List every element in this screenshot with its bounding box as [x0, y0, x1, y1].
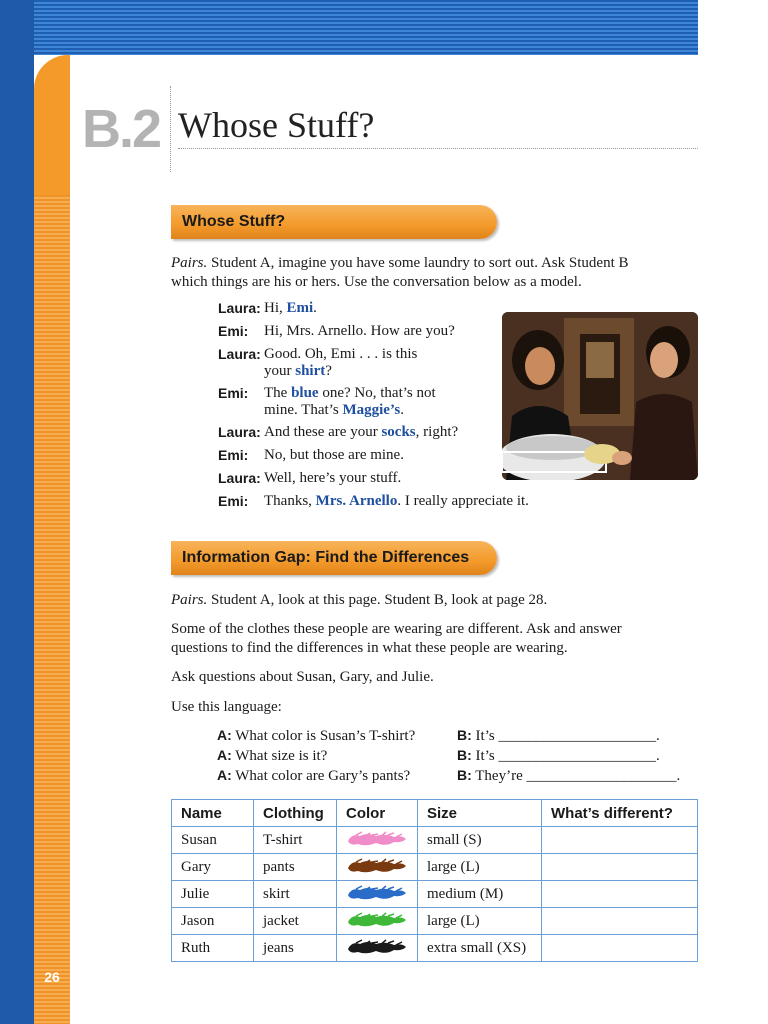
brush-bristle: [388, 941, 394, 943]
cell-color: [337, 908, 418, 935]
left-orange-stripes: [34, 195, 70, 1024]
brush-bristle: [388, 887, 394, 889]
qa-answer: B: It’s _____________________.: [457, 727, 660, 744]
brush-bristle: [388, 860, 394, 862]
color-swatch: [346, 831, 408, 849]
cell-size: small (S): [418, 827, 542, 854]
cell-clothing: T-shirt: [254, 827, 337, 854]
speaker: Emi:: [218, 447, 249, 463]
table-row: [172, 854, 698, 881]
header-whats-different: What’s different?: [542, 800, 698, 827]
speaker: Emi:: [218, 323, 249, 339]
unit-number: B.2: [82, 99, 161, 159]
differences-instruction: Some of the clothes these people are wearing are different. Ask and answer questions to find the differences in what these people are wearing.: [171, 621, 622, 656]
speaker: Emi:: [218, 385, 249, 401]
cell-name: Julie: [172, 881, 254, 908]
header-size: Size: [418, 800, 542, 827]
cell-size: large (L): [418, 854, 542, 881]
left-margin-band: [0, 0, 34, 1024]
speaker: Laura:: [218, 300, 261, 316]
brush-bristle: [356, 886, 362, 889]
cell-color: [337, 881, 418, 908]
cell-size: medium (M): [418, 881, 542, 908]
dialogue-line: And these are your socks, right?: [264, 424, 459, 440]
cell-color: [337, 827, 418, 854]
dialogue-line: Well, here’s your stuff.: [264, 470, 402, 486]
brush-bristle: [356, 913, 362, 916]
table-header-row: [172, 800, 698, 827]
cell-whats-different[interactable]: [542, 908, 698, 935]
intro-text-2: which things are his or hers. Use the conversation below as a model.: [171, 274, 582, 290]
dialogue-line: Hi, Mrs. Arnello. How are you?: [264, 323, 455, 339]
cell-whats-different[interactable]: [542, 854, 698, 881]
dialogue-line: The blue one? No, that’s not mine. That’s Maggie’s.: [264, 385, 436, 418]
color-swatch: [346, 885, 408, 903]
cell-clothing: jacket: [254, 908, 337, 935]
table-row: [172, 935, 698, 962]
dialogue-line: Thanks, Mrs. Arnello. I really appreciate it.: [264, 493, 529, 509]
speaker: Laura:: [218, 424, 261, 440]
qa-row: A: What size is it?: [217, 747, 328, 764]
cell-name: Jason: [172, 908, 254, 935]
brush-bristle: [356, 940, 362, 943]
color-swatch: [346, 939, 408, 957]
brush-bristle: [372, 834, 378, 835]
dialogue-line: Good. Oh, Emi . . . is this your shirt?: [264, 346, 418, 379]
title-rule: [178, 148, 698, 149]
section-heading-information-gap: [171, 541, 497, 575]
header-stripes: [0, 0, 698, 55]
speaker: Laura:: [218, 470, 261, 486]
photo-illustration: [502, 312, 698, 480]
cell-whats-different[interactable]: [542, 881, 698, 908]
section-heading-whose-stuff: [171, 205, 497, 239]
cell-clothing: skirt: [254, 881, 337, 908]
header-clothing: Clothing: [254, 800, 337, 827]
cell-clothing: jeans: [254, 935, 337, 962]
ask-instruction: Ask questions about Susan, Gary, and Julie.: [171, 669, 434, 685]
cell-whats-different[interactable]: [542, 827, 698, 854]
dialogue-line: Hi, Emi.: [264, 300, 317, 316]
intro-text-1: Student A, imagine you have some laundry to sort out. Ask Student B: [207, 255, 629, 271]
section-heading-text: Whose Stuff?: [182, 213, 286, 230]
brush-bristle: [388, 914, 394, 916]
qa-row: A: What color is Susan’s T-shirt?: [217, 727, 416, 744]
speaker: Emi:: [218, 493, 249, 509]
table-row: [172, 908, 698, 935]
clothing-table: [171, 799, 698, 962]
intro-paragraph: [171, 254, 681, 292]
brush-bristle: [356, 859, 362, 862]
table-row: [172, 827, 698, 854]
header-name: Name: [172, 800, 254, 827]
language-instruction: Use this language:: [171, 699, 282, 715]
cell-whats-different[interactable]: [542, 935, 698, 962]
brush-bristle: [372, 861, 378, 862]
cell-name: Gary: [172, 854, 254, 881]
header-color: Color: [337, 800, 418, 827]
brush-bristle: [356, 832, 362, 835]
brush-bristle: [372, 888, 378, 889]
cell-size: extra small (XS): [418, 935, 542, 962]
cell-name: Susan: [172, 827, 254, 854]
brush-bristle: [372, 915, 378, 916]
page-title: Whose Stuff?: [178, 105, 375, 145]
cell-color: [337, 935, 418, 962]
cell-color: [337, 854, 418, 881]
qa-answer: B: It’s _____________________.: [457, 747, 660, 764]
section-heading-text: Information Gap: Find the Differences: [182, 549, 470, 566]
title-divider: [170, 86, 171, 172]
page-number: 26: [44, 969, 60, 985]
speaker: Laura:: [218, 346, 261, 362]
dialogue-line: No, but those are mine.: [264, 447, 404, 463]
color-swatch: [346, 858, 408, 876]
color-swatch: [346, 912, 408, 930]
cell-clothing: pants: [254, 854, 337, 881]
cell-name: Ruth: [172, 935, 254, 962]
laundry-photo: [502, 312, 698, 480]
cell-size: large (L): [418, 908, 542, 935]
brush-bristle: [372, 942, 378, 943]
qa-row: A: What color are Gary’s pants?: [217, 767, 411, 784]
pairs-instruction: Pairs. Student A, look at this page. Student B, look at page 28.: [171, 592, 548, 608]
qa-answer: B: They’re ____________________.: [457, 767, 681, 784]
brush-bristle: [388, 833, 394, 835]
pairs-label: Pairs.: [171, 592, 208, 608]
pairs-label: Pairs.: [171, 255, 208, 271]
table-row: [172, 881, 698, 908]
